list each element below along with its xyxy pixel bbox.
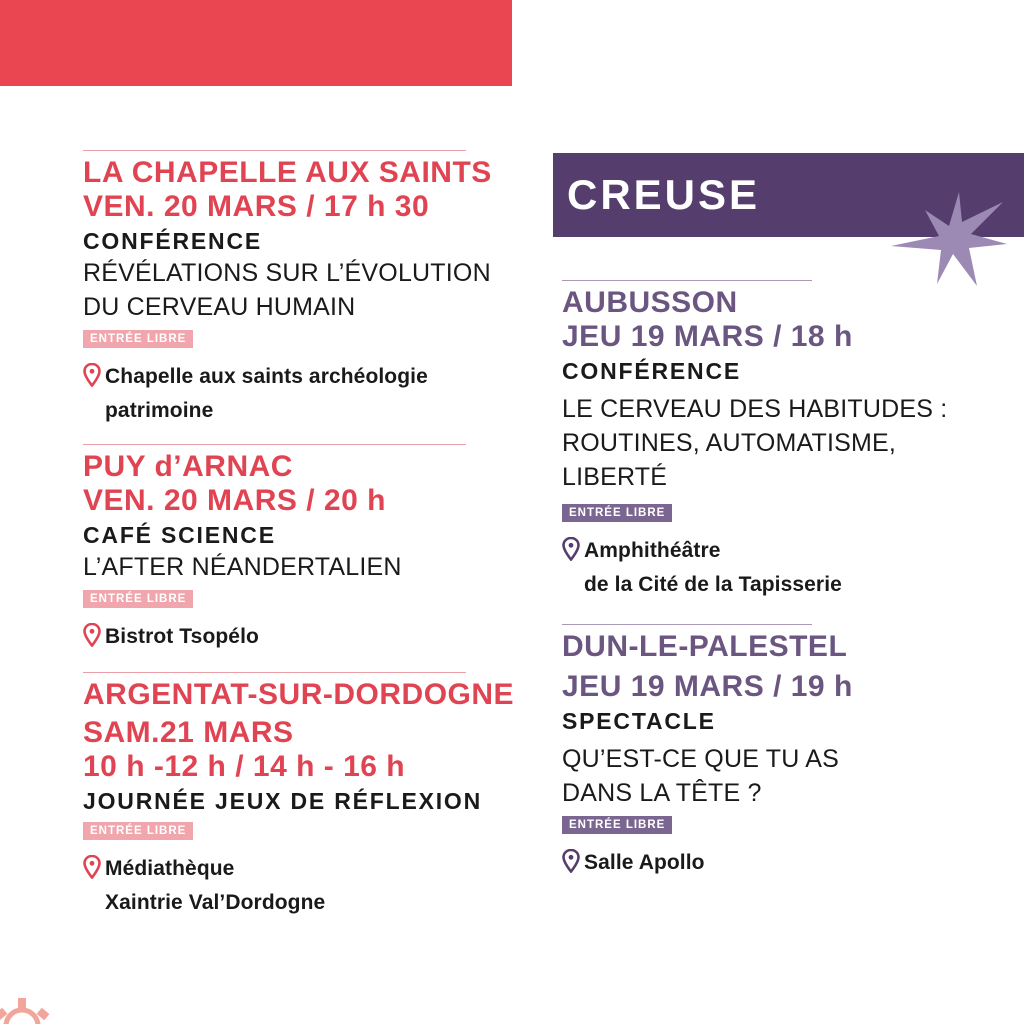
event-type: CONFÉRENCE (83, 228, 263, 254)
divider (83, 672, 466, 673)
entry-free-badge: ENTRÉE LIBRE (562, 504, 672, 522)
event-title-line: DU CERVEAU HUMAIN (83, 293, 356, 321)
location-pin-icon (83, 363, 101, 387)
right-column (562, 280, 1012, 880)
location-pin-icon (83, 623, 101, 647)
event-city: LA CHAPELLE AUX SAINTS (83, 156, 492, 189)
event-date: JEU 19 MARS / 19 h (562, 670, 853, 703)
location-pin-icon (562, 849, 580, 873)
event-la-chapelle (83, 150, 513, 428)
event-title-line: DANS LA TÊTE ? (562, 779, 762, 807)
event-type: JOURNÉE JEUX DE RÉFLEXION (83, 788, 483, 814)
event-city: ARGENTAT-SUR-DORDOGNE (83, 678, 515, 711)
event-location (83, 360, 513, 428)
location-pin-icon (83, 855, 101, 879)
star-burst-icon (885, 188, 1010, 293)
divider (562, 280, 812, 281)
location-line: Salle Apollo (584, 851, 705, 874)
location-pin-icon (562, 537, 580, 561)
event-title-line: QU’EST-CE QUE TU AS (562, 745, 840, 773)
event-title-line: LIBERTÉ (562, 463, 668, 491)
event-city: PUY d’ARNAC (83, 450, 293, 483)
event-aubusson (562, 280, 1012, 602)
entry-free-badge: ENTRÉE LIBRE (83, 590, 193, 608)
event-date: VEN. 20 MARS / 17 h 30 (83, 190, 430, 223)
location-line: patrimoine (105, 399, 214, 422)
entry-free-badge: ENTRÉE LIBRE (83, 330, 193, 348)
event-puy-darnac (83, 444, 513, 654)
event-type: SPECTACLE (562, 708, 716, 734)
divider (83, 150, 466, 151)
divider (562, 624, 812, 625)
location-line: Chapelle aux saints archéologie (105, 365, 428, 388)
event-argentat (83, 672, 513, 920)
location-line: Xaintrie Val’Dordogne (105, 891, 326, 914)
location-line: Médiathèque (105, 857, 235, 880)
entry-free-badge: ENTRÉE LIBRE (83, 822, 193, 840)
location-line: Amphithéâtre (584, 539, 721, 562)
event-title-line: ROUTINES, AUTOMATISME, (562, 429, 897, 457)
event-type: CAFÉ SCIENCE (83, 522, 276, 548)
left-column (83, 150, 513, 920)
event-location (83, 852, 513, 920)
location-line: de la Cité de la Tapisserie (584, 573, 842, 596)
event-city: AUBUSSON (562, 286, 738, 319)
top-color-band (0, 0, 512, 86)
event-location (562, 534, 1012, 602)
event-date: SAM.21 MARS (83, 716, 294, 749)
event-location (83, 620, 513, 654)
divider (83, 444, 466, 445)
event-title-line: L’AFTER NÉANDERTALIEN (83, 553, 402, 581)
event-type: CONFÉRENCE (562, 358, 742, 384)
event-title-line: LE CERVEAU DES HABITUDES : (562, 395, 948, 423)
event-time: 10 h -12 h / 14 h - 16 h (83, 750, 406, 783)
gear-icon (0, 986, 60, 1024)
event-dun-le-palestel (562, 624, 1012, 880)
entry-free-badge: ENTRÉE LIBRE (562, 816, 672, 834)
event-location (562, 846, 1012, 880)
event-date: JEU 19 MARS / 18 h (562, 320, 853, 353)
event-city: DUN-LE-PALESTEL (562, 630, 848, 663)
event-title-line: RÉVÉLATIONS SUR L’ÉVOLUTION (83, 259, 491, 287)
event-date: VEN. 20 MARS / 20 h (83, 484, 386, 517)
location-line: Bistrot Tsopélo (105, 625, 259, 648)
section-title: CREUSE (567, 171, 761, 218)
